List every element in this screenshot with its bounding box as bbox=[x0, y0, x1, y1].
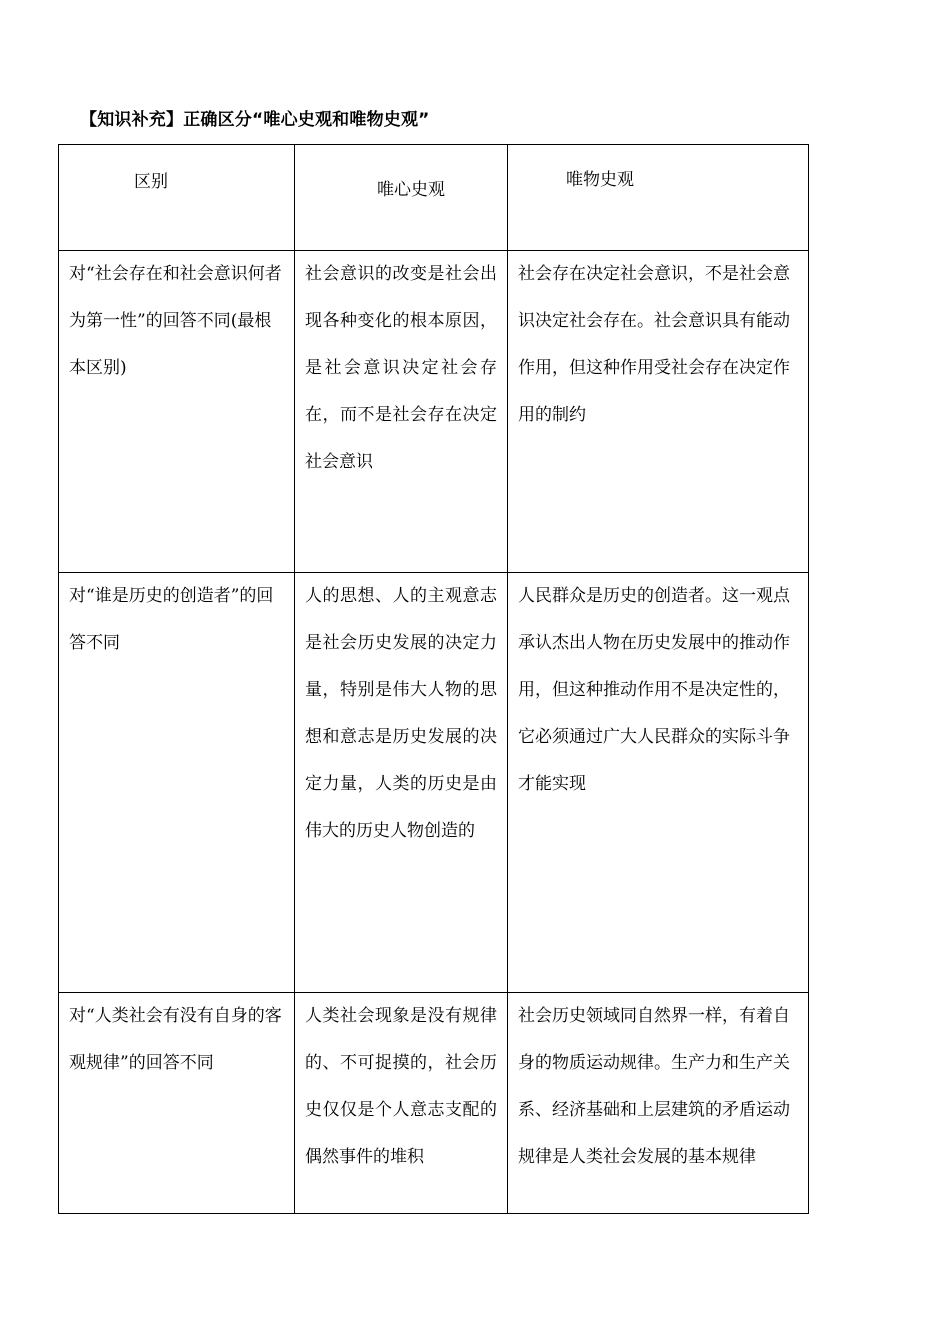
idealism-cell: 社会意识的改变是社会出现各种变化的根本原因，是社会意识决定社会存在，而不是社会存在决定社会意识 bbox=[295, 251, 508, 573]
table-header-row bbox=[59, 145, 809, 251]
difference-cell: 对“社会存在和社会意识何者为第一性”的回答不同(最根本区别) bbox=[59, 251, 295, 573]
materialism-cell: 社会存在决定社会意识，不是社会意识决定社会存在。社会意识具有能动作用，但这种作用受社会存在决定作用的制约 bbox=[508, 251, 809, 573]
table-row bbox=[59, 573, 809, 993]
header-materialism: 唯物史观 bbox=[508, 145, 809, 251]
header-difference: 区别 bbox=[59, 145, 295, 251]
table-row bbox=[59, 993, 809, 1214]
difference-cell: 对“人类社会有没有自身的客观规律”的回答不同 bbox=[59, 993, 295, 1214]
materialism-cell: 社会历史领域同自然界一样，有着自身的物质运动规律。生产力和生产关系、经济基础和上层建筑的矛盾运动规律是人类社会发展的基本规律 bbox=[508, 993, 809, 1214]
header-idealism: 唯心史观 bbox=[295, 145, 508, 251]
table-row bbox=[59, 251, 809, 573]
idealism-cell: 人的思想、人的主观意志是社会历史发展的决定力量，特别是伟大人物的思想和意志是历史发展的决定力量，人类的历史是由伟大的历史人物创造的 bbox=[295, 573, 508, 993]
materialism-cell: 人民群众是历史的创造者。这一观点承认杰出人物在历史发展中的推动作用，但这种推动作用不是决定性的，它必须通过广大人民群众的实际斗争才能实现 bbox=[508, 573, 809, 993]
difference-cell: 对“谁是历史的创造者”的回答不同 bbox=[59, 573, 295, 993]
idealism-cell: 人类社会现象是没有规律的、不可捉摸的，社会历史仅仅是个人意志支配的偶然事件的堆积 bbox=[295, 993, 508, 1214]
comparison-table bbox=[58, 144, 809, 1214]
page-title: 【知识补充】正确区分“唯心史观和唯物史观” bbox=[80, 110, 430, 130]
